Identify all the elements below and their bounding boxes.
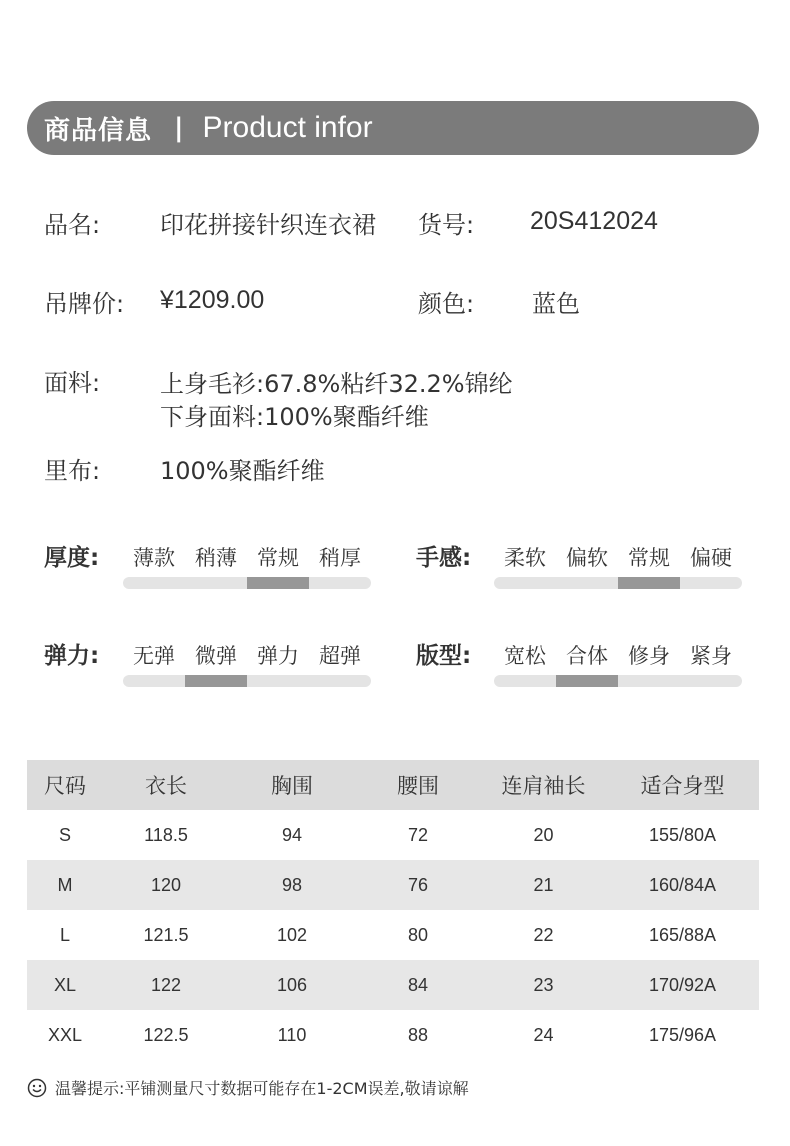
table-cell: 118.5 — [144, 824, 188, 845]
table-cell: 165/88A — [648, 924, 717, 945]
table-cell: XL — [53, 974, 77, 995]
table-row — [27, 810, 759, 860]
table-cell: 76 — [407, 874, 429, 895]
table-cell: 24 — [533, 1024, 554, 1045]
table-cell: 170/92A — [648, 974, 717, 995]
elasticity-option: 无弹 — [133, 644, 175, 668]
thickness-option: 薄款 — [133, 546, 175, 570]
elasticity-option: 弹力 — [257, 644, 299, 668]
table-cell: XXL — [47, 1024, 83, 1045]
elasticity-scale-selected — [185, 675, 247, 687]
table-cell: 23 — [533, 974, 554, 995]
fit-label: 版型: — [416, 643, 472, 669]
table-cell: 160/84A — [648, 874, 717, 895]
price-label: 吊牌价: — [44, 290, 125, 318]
thickness-scale-track — [123, 577, 371, 589]
sku-label: 货号: — [418, 211, 475, 239]
table-cell: 88 — [407, 1024, 429, 1045]
smiley-icon — [27, 1078, 47, 1098]
table-cell: 21 — [533, 874, 554, 895]
name-label: 品名: — [44, 211, 101, 239]
table-cell: 121.5 — [143, 924, 189, 945]
table-cell: 106 — [276, 974, 308, 995]
feel-option: 常规 — [628, 546, 670, 570]
elasticity-option: 超弹 — [319, 644, 361, 668]
fit-scale-track — [494, 675, 742, 687]
thickness-option: 稍薄 — [195, 546, 237, 570]
elasticity-label: 弹力: — [44, 643, 100, 669]
thickness-scale-selected — [247, 577, 309, 589]
color-value: 蓝色 — [532, 290, 580, 318]
lining-value: 100%聚酯纤维 — [160, 457, 325, 485]
header-title-en: Product infor — [202, 111, 373, 144]
section-header — [27, 101, 759, 155]
table-cell: 20 — [533, 824, 554, 845]
feel-option: 偏硬 — [690, 546, 732, 570]
feel-scale-selected — [618, 577, 680, 589]
footer-tip — [27, 1076, 469, 1099]
table-cell: 120 — [150, 874, 182, 895]
table-cell: 72 — [407, 824, 429, 845]
col-header-length: 衣长 — [145, 774, 187, 798]
header-title-cn: 商品信息 — [44, 115, 153, 146]
col-header-size: 尺码 — [44, 774, 86, 798]
col-header-body-type: 适合身型 — [640, 774, 725, 798]
fit-option: 合体 — [566, 644, 608, 668]
thickness-option: 常规 — [257, 546, 299, 570]
fit-option: 宽松 — [504, 644, 546, 668]
feel-option: 柔软 — [504, 546, 546, 570]
table-cell: 22 — [533, 924, 554, 945]
fabric-label: 面料: — [44, 369, 101, 397]
table-cell: 122 — [150, 974, 182, 995]
lining-label: 里布: — [44, 457, 101, 485]
elasticity-option: 微弹 — [195, 644, 237, 668]
fabric-line-2: 下身面料:100%聚酯纤维 — [160, 403, 429, 431]
col-header-sleeve: 连肩袖长 — [501, 774, 586, 798]
fit-option: 修身 — [628, 644, 670, 668]
table-cell: L — [59, 924, 70, 945]
table-row — [27, 1010, 759, 1060]
fit-option: 紧身 — [690, 644, 732, 668]
table-cell: 94 — [281, 824, 303, 845]
table-cell: 175/96A — [648, 1024, 717, 1045]
feel-scale-track — [494, 577, 742, 589]
table-cell: 98 — [281, 874, 303, 895]
name-value: 印花拼接针织连衣裙 — [160, 211, 376, 239]
elasticity-scale-track — [123, 675, 371, 687]
table-row — [27, 960, 759, 1010]
col-header-chest: 胸围 — [271, 774, 313, 798]
size-table — [27, 760, 759, 1060]
header-separator: | — [174, 113, 184, 143]
feel-label: 手感: — [416, 545, 472, 571]
col-header-waist: 腰围 — [397, 774, 439, 798]
fabric-line-1: 上身毛衫:67.8%粘纤32.2%锦纶 — [160, 370, 513, 398]
thickness-label: 厚度: — [44, 545, 100, 571]
color-label: 颜色: — [418, 290, 475, 318]
table-cell: 110 — [277, 1024, 307, 1045]
table-row — [27, 910, 759, 960]
table-cell: M — [57, 874, 73, 895]
feel-option: 偏软 — [566, 546, 608, 570]
table-cell: 84 — [407, 974, 429, 995]
price-value: ¥1209.00 — [160, 286, 265, 314]
thickness-option: 稍厚 — [319, 546, 361, 570]
sku-value: 20S412024 — [530, 207, 658, 235]
table-cell: 122.5 — [143, 1024, 189, 1045]
footer-tip-text: 温馨提示:平铺测量尺寸数据可能存在1-2CM误差,敬请谅解 — [55, 1079, 469, 1098]
table-header-row — [27, 760, 759, 810]
table-row — [27, 860, 759, 910]
table-cell: S — [58, 824, 71, 845]
fit-scale-selected — [556, 675, 618, 687]
table-cell: 102 — [276, 924, 308, 945]
table-cell: 155/80A — [648, 824, 717, 845]
table-cell: 80 — [407, 924, 429, 945]
